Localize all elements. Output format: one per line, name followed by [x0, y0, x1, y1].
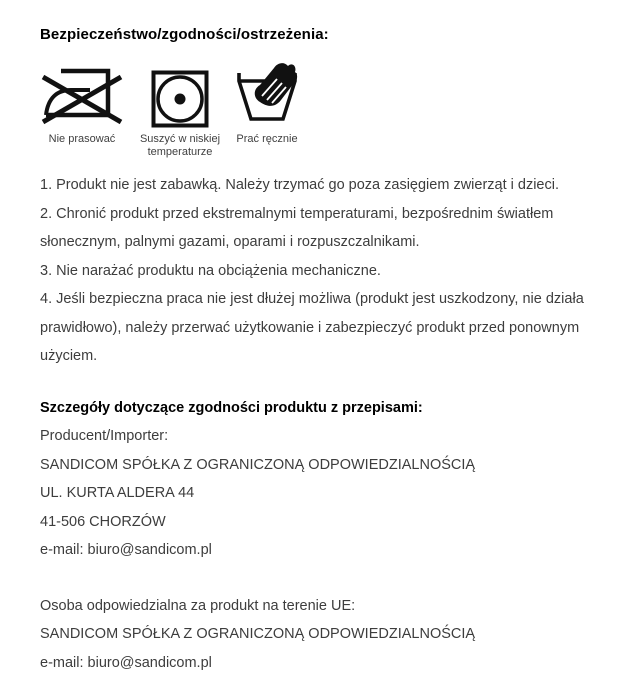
responsible-name: SANDICOM SPÓŁKA Z OGRANICZONĄ ODPOWIEDZIALNOŚCIĄ	[40, 620, 587, 649]
care-symbols-row	[40, 60, 587, 159]
responsible-label: Osoba odpowiedzialna za produkt na terenie UE:	[40, 592, 587, 621]
producer-street: UL. KURTA ALDERA 44	[40, 479, 587, 508]
care-symbol-do-not-iron	[40, 60, 124, 146]
warning-item-1: 1. Produkt nie jest zabawką. Należy trzymać go poza zasięgiem zwierząt i dzieci.	[40, 171, 587, 200]
hand-wash-icon	[236, 60, 298, 128]
warnings-list	[40, 171, 587, 371]
warning-item-2: 2. Chronić produkt przed ekstremalnymi temperaturami, bezpośrednim światłem słonecznym, palnymi gazami, oparami i rozpuszczalnikami.	[40, 200, 587, 257]
compliance-heading: Szczegóły dotyczące zgodności produktu z przepisami:	[40, 394, 587, 423]
responsible-email: e-mail: biuro@sandicom.pl	[40, 649, 587, 677]
producer-label: Producent/Importer:	[40, 422, 587, 451]
care-symbol-label: Suszyć w niskiej temperaturze	[134, 133, 226, 159]
tumble-dry-low-temperature-icon	[151, 60, 209, 128]
producer-email: e-mail: biuro@sandicom.pl	[40, 536, 587, 565]
producer-name: SANDICOM SPÓŁKA Z OGRANICZONĄ ODPOWIEDZIALNOŚCIĄ	[40, 451, 587, 480]
page-title: Bezpieczeństwo/zgodności/ostrzeżenia:	[40, 26, 587, 44]
do-not-iron-icon	[40, 60, 124, 128]
warning-item-3: 3. Nie narażać produktu na obciążenia mechaniczne.	[40, 257, 587, 286]
care-symbol-tumble-dry-low	[134, 60, 226, 159]
producer-block	[40, 422, 587, 565]
responsible-person-block	[40, 592, 587, 677]
producer-city: 41-506 CHORZÓW	[40, 508, 587, 537]
care-symbol-hand-wash	[236, 60, 298, 146]
care-symbol-label: Prać ręcznie	[236, 133, 297, 146]
care-symbol-label: Nie prasować	[49, 133, 116, 146]
warning-item-4: 4. Jeśli bezpieczna praca nie jest dłużej możliwa (produkt jest uszkodzony, nie działa prawidłowo), należy przerwać użytkowanie i zabezpieczyć produkt przed ponownym użyciem.	[40, 285, 587, 371]
